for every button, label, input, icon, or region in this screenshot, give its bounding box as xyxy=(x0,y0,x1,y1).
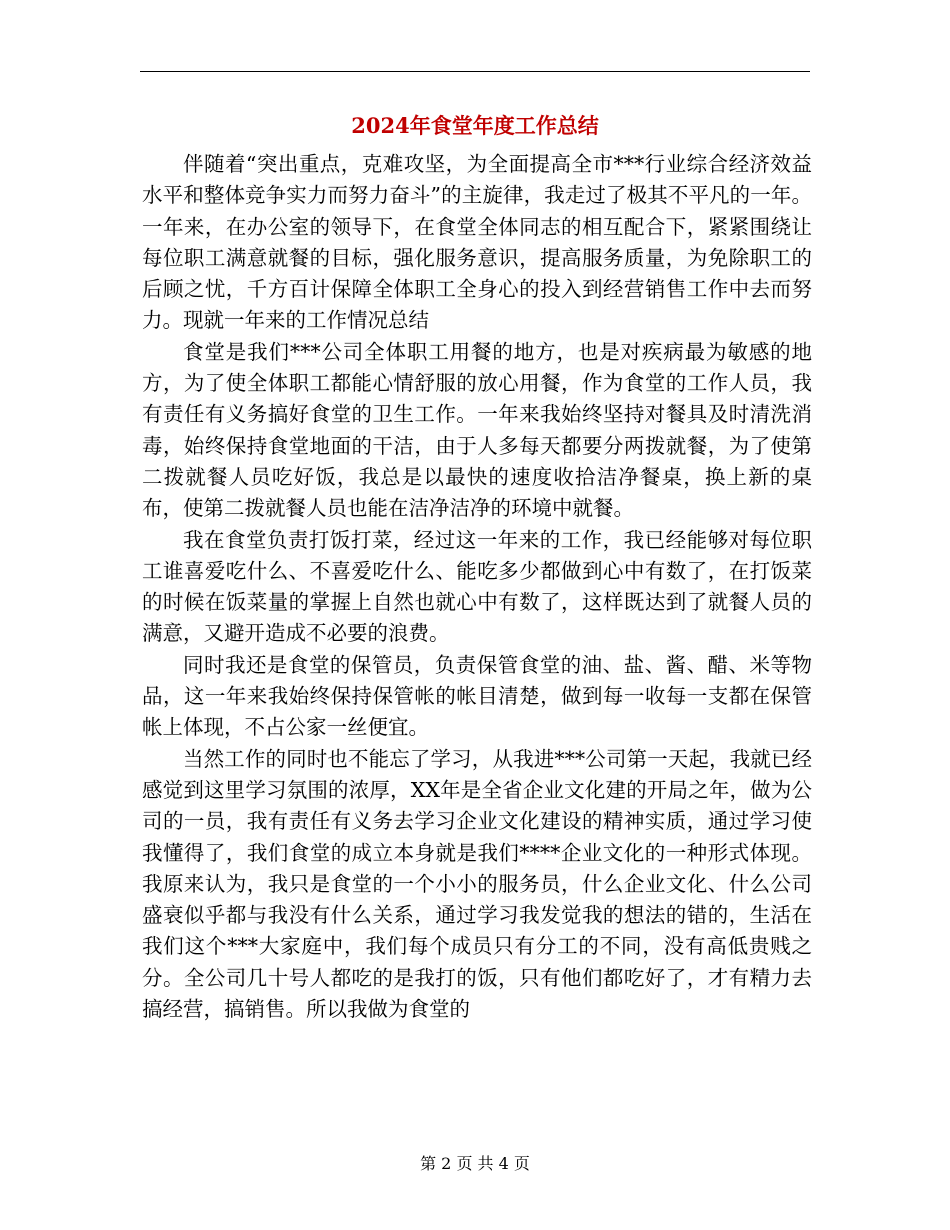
paragraph-serving: 我在食堂负责打饭打菜，经过这一年来的工作，我已经能够对每位职工谁喜爱吃什么、不喜爱吃什么、能吃多少都做到心中有数了，在打饭菜的时候在饭菜量的掌握上自然也就心中有数了，这样既达到了就餐人员的满意，又避开造成不必要的浪费。 xyxy=(142,527,812,646)
page-number-footer: 第 2 页 共 4 页 xyxy=(420,1154,530,1173)
document-title: 2024年食堂年度工作总结 xyxy=(351,113,599,138)
paragraph-hygiene: 食堂是我们***公司全体职工用餐的地方，也是对疾病最为敏感的地方，为了使全体职工都能心情舒服的放心用餐，作为食堂的工作人员，我有责任有义务搞好食堂的卫生工作。一年来我始终坚持对餐具及时清洗消毒，始终保持食堂地面的干洁，由于人多每天都要分两拨就餐，为了使第二拨就餐人员吃好饭，我总是以最快的速度收拾洁净餐桌，换上新的桌布，使第二拨就餐人员也能在洁净洁净的环境中就餐。 xyxy=(142,339,812,521)
document-body xyxy=(142,149,812,1025)
paragraph-learning: 当然工作的同时也不能忘了学习，从我进***公司第一天起，我就已经感觉到这里学习氛围的浓厚，XX年是全省企业文化建的开局之年，做为公司的一员，我有责任有义务去学习企业文化建设的精神实质，通过学习使我懂得了，我们食堂的成立本身就是我们****企业文化的一种形式体现。我原来认为，我只是食堂的一个小小的服务员，什么企业文化、什么公司盛衰似乎都与我没有什么关系，通过学习我发觉我的想法的错的，生活在我们这个***大家庭中，我们每个成员只有分工的不同，没有高低贵贱之分。全公司几十号人都吃的是我打的饭，只有他们都吃好了，才有精力去搞经营，搞销售。所以我做为食堂的 xyxy=(142,746,812,1022)
paragraph-intro: 伴随着“突出重点，克难攻坚，为全面提高全市***行业综合经济效益水平和整体竞争实力而努力奋斗”的主旋律，我走过了极其不平凡的一年。一年来，在办公室的领导下，在食堂全体同志的相互配合下，紧紧围绕让每位职工满意就餐的目标，强化服务意识，提高服务质量，为免除职工的后顾之忧，千方百计保障全体职工全身心的投入到经营销售工作中去而努力。现就一年来的工作情况总结 xyxy=(142,152,812,333)
header-rule xyxy=(140,71,810,72)
paragraph-storekeeping: 同时我还是食堂的保管员，负责保管食堂的油、盐、酱、醋、米等物品，这一年来我始终保持保管帐的帐目清楚，做到每一收每一支都在保管帐上体现，不占公家一丝便宜。 xyxy=(142,652,812,740)
